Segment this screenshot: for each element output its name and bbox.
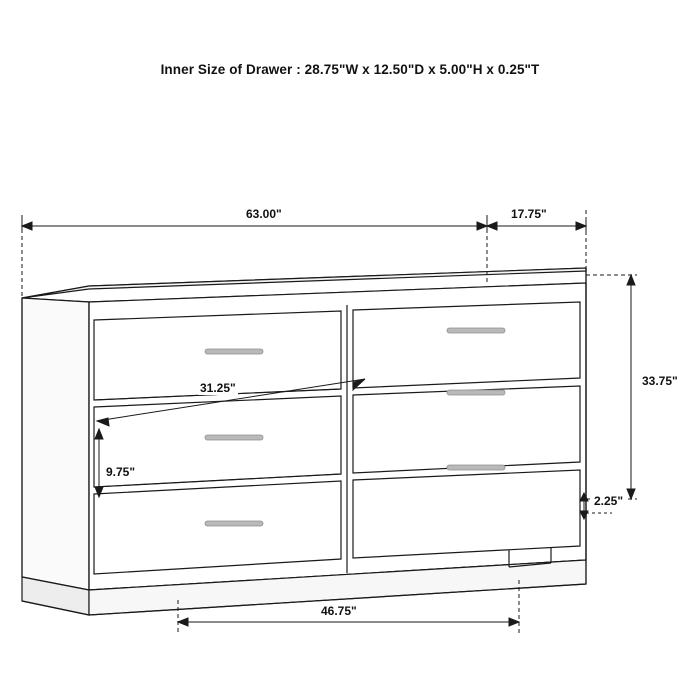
drawer-right-middle[interactable] — [353, 386, 580, 473]
dim-label-depth-side: 17.75" — [511, 207, 547, 221]
drawer-left-bottom[interactable] — [94, 481, 341, 574]
dim-label-base-width: 46.75" — [321, 604, 357, 618]
dim-depth-side — [487, 219, 586, 233]
drawer-right-top[interactable] — [353, 302, 580, 388]
dim-label-height-total: 33.75" — [642, 374, 678, 388]
drawer-handle — [447, 328, 505, 333]
dim-width-front — [22, 219, 487, 233]
drawer-handle — [447, 465, 505, 470]
drawer-handle — [205, 435, 263, 440]
dim-label-width-front: 63.00" — [246, 207, 282, 221]
dim-height-total — [586, 275, 637, 499]
dim-label-drawer-height: 9.75" — [106, 465, 136, 479]
dim-label-base-height: 2.25" — [594, 494, 624, 508]
drawer-handle — [447, 390, 505, 395]
dim-label-drawer-inner-width: 31.25" — [200, 381, 236, 395]
drawer-right-bottom[interactable] — [353, 465, 580, 558]
drawer-handle — [205, 521, 263, 526]
page-title: Inner Size of Drawer : 28.75"W x 12.50"D x 5.00"H x 0.25"T — [160, 62, 540, 77]
drawer-handle — [205, 349, 263, 354]
